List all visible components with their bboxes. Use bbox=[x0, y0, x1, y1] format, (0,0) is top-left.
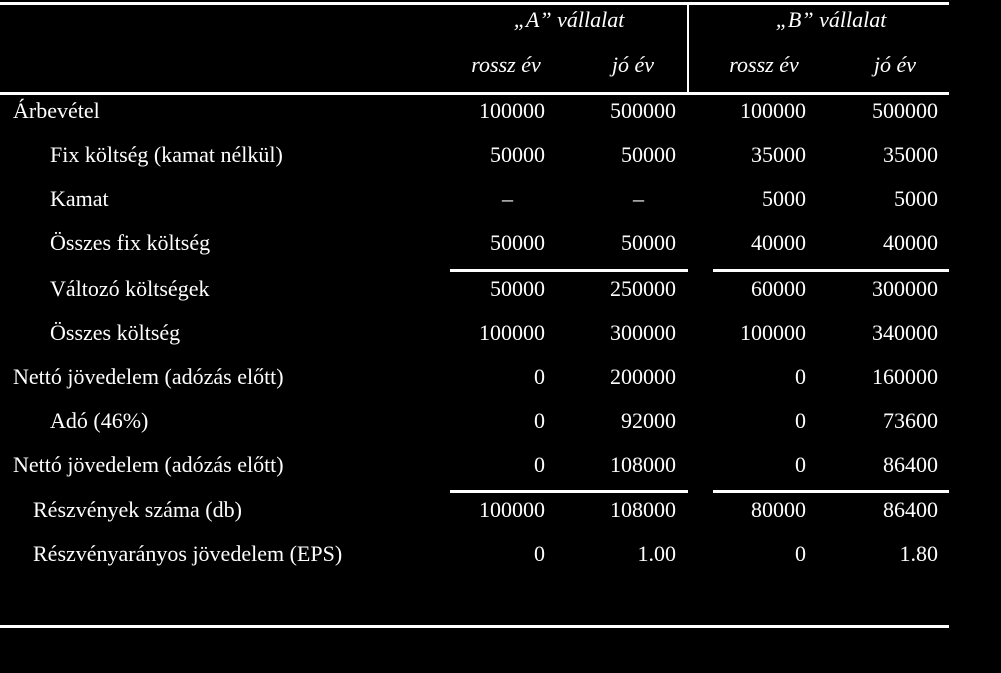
row-label: Kamat bbox=[50, 186, 109, 211]
cell-b-good-year: 40000 bbox=[883, 230, 938, 255]
cell-b-good-year: 86400 bbox=[883, 452, 938, 477]
cell-a-bad-year: 0 bbox=[534, 364, 545, 389]
cell-a-bad-year: 100000 bbox=[479, 320, 545, 345]
cell-b-bad-year: 80000 bbox=[751, 497, 806, 522]
cell-a-bad-year: 50000 bbox=[490, 276, 545, 301]
company-a-header: „A” vállalat bbox=[513, 7, 625, 32]
cell-b-good-year: 300000 bbox=[872, 276, 938, 301]
cell-a-bad-year: 50000 bbox=[490, 142, 545, 167]
row-label: Fix költség (kamat nélkül) bbox=[50, 142, 283, 167]
row-label: Adó (46%) bbox=[50, 408, 149, 433]
cell-a-good-year: 108000 bbox=[610, 497, 676, 522]
cell-b-bad-year: 100000 bbox=[740, 320, 806, 345]
cell-b-good-year: 73600 bbox=[883, 408, 938, 433]
subtotal-rule bbox=[713, 490, 949, 493]
subtotal-rule bbox=[450, 490, 688, 493]
col-header-a-bad-year: rossz év bbox=[471, 52, 541, 77]
cell-b-bad-year: 40000 bbox=[751, 230, 806, 255]
table-bottom-rule bbox=[0, 625, 949, 628]
cell-a-good-year: 500000 bbox=[610, 98, 676, 123]
cell-b-good-year: 1.80 bbox=[899, 541, 938, 566]
cell-b-bad-year: 0 bbox=[795, 408, 806, 433]
row-label: Nettó jövedelem (adózás előtt) bbox=[13, 452, 284, 477]
table-top-rule bbox=[0, 2, 949, 5]
cell-b-good-year: 5000 bbox=[894, 186, 938, 211]
header-bottom-rule bbox=[0, 92, 949, 95]
col-header-b-bad-year: rossz év bbox=[729, 52, 799, 77]
subtotal-rule bbox=[450, 269, 688, 272]
cell-b-good-year: 160000 bbox=[872, 364, 938, 389]
cell-b-good-year: 35000 bbox=[883, 142, 938, 167]
cell-a-bad-year: 0 bbox=[534, 541, 545, 566]
subtotal-rule bbox=[713, 269, 949, 272]
row-label: Részvények száma (db) bbox=[33, 497, 242, 522]
cell-a-bad-year: – bbox=[502, 186, 513, 211]
cell-a-good-year: 50000 bbox=[621, 230, 676, 255]
cell-b-bad-year: 35000 bbox=[751, 142, 806, 167]
cell-a-bad-year: 0 bbox=[534, 452, 545, 477]
cell-a-good-year: – bbox=[633, 186, 644, 211]
cell-b-good-year: 500000 bbox=[872, 98, 938, 123]
cell-a-bad-year: 50000 bbox=[490, 230, 545, 255]
cell-b-bad-year: 0 bbox=[795, 452, 806, 477]
cell-a-good-year: 50000 bbox=[621, 142, 676, 167]
row-label: Árbevétel bbox=[13, 98, 100, 123]
col-header-b-good-year: jó év bbox=[873, 52, 917, 77]
cell-b-bad-year: 0 bbox=[795, 541, 806, 566]
cell-a-bad-year: 100000 bbox=[479, 98, 545, 123]
col-header-a-good-year: jó év bbox=[611, 52, 655, 77]
cell-b-bad-year: 0 bbox=[795, 364, 806, 389]
cell-a-bad-year: 100000 bbox=[479, 497, 545, 522]
row-label: Összes költség bbox=[50, 320, 181, 345]
row-label: Nettó jövedelem (adózás előtt) bbox=[13, 364, 284, 389]
cell-b-good-year: 340000 bbox=[872, 320, 938, 345]
company-b-header: „B” vállalat bbox=[775, 7, 887, 32]
row-label: Részvényarányos jövedelem (EPS) bbox=[33, 541, 343, 566]
cell-a-good-year: 1.00 bbox=[637, 541, 676, 566]
cell-a-good-year: 300000 bbox=[610, 320, 676, 345]
cell-a-bad-year: 0 bbox=[534, 408, 545, 433]
cell-b-bad-year: 100000 bbox=[740, 98, 806, 123]
row-label: Összes fix költség bbox=[50, 230, 211, 255]
cell-b-bad-year: 5000 bbox=[762, 186, 806, 211]
cell-b-bad-year: 60000 bbox=[751, 276, 806, 301]
cell-a-good-year: 250000 bbox=[610, 276, 676, 301]
cell-a-good-year: 92000 bbox=[621, 408, 676, 433]
cell-b-good-year: 86400 bbox=[883, 497, 938, 522]
cell-a-good-year: 200000 bbox=[610, 364, 676, 389]
row-label: Változó költségek bbox=[50, 276, 210, 301]
cell-a-good-year: 108000 bbox=[610, 452, 676, 477]
